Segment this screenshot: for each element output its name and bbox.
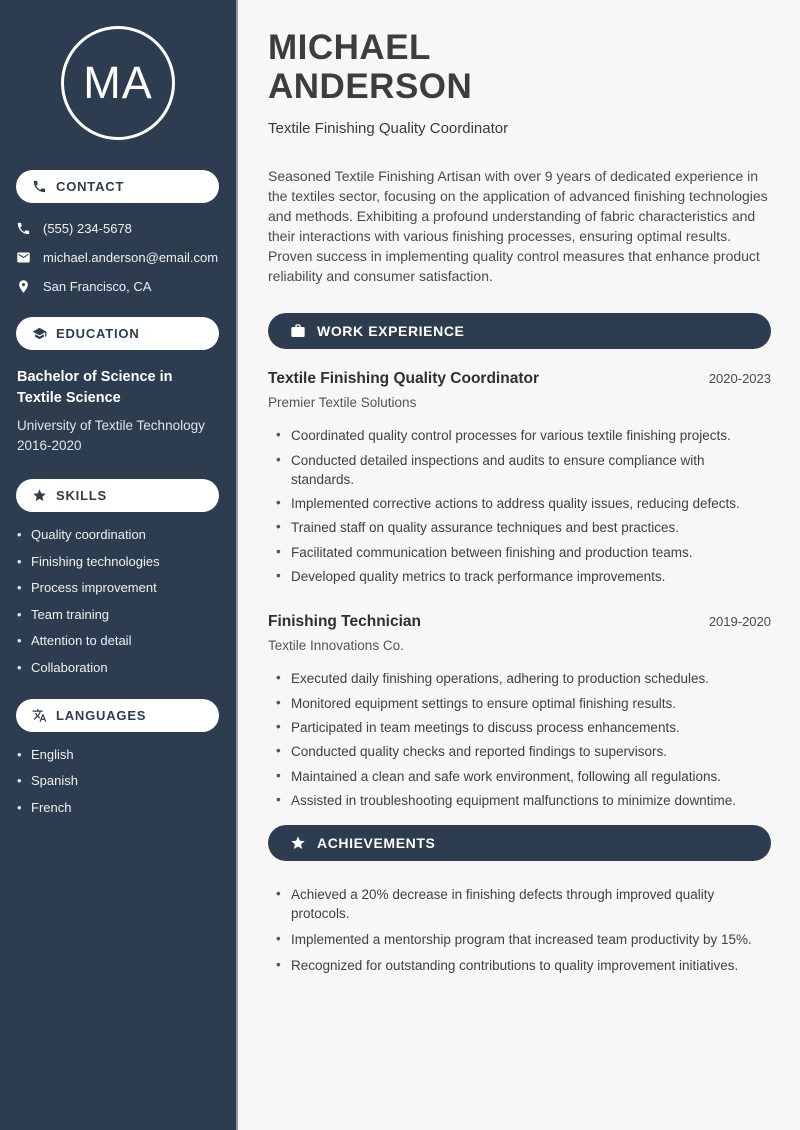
translate-icon (32, 708, 47, 723)
job-company: Premier Textile Solutions (268, 395, 417, 411)
avatar-initials: MA (83, 57, 153, 108)
work-experience-section-header (268, 313, 771, 349)
job-bullet: • Conducted quality checks and reported findings to supervisors. (274, 743, 771, 762)
contact-list (16, 219, 222, 295)
job-bullet: • Developed quality metrics to track performance improvements. (274, 568, 771, 587)
job-entry-1 (268, 370, 771, 587)
job-bullet: • Implemented corrective actions to address quality issues, reducing defects. (274, 495, 771, 514)
education-header-label: EDUCATION (56, 326, 140, 341)
achievements-list (268, 886, 771, 976)
star-icon (290, 835, 306, 851)
skills-section-header (16, 479, 219, 512)
contact-section-header (16, 170, 219, 203)
job-bullet: • Monitored equipment settings to ensure optimal finishing results. (274, 695, 771, 714)
avatar (61, 26, 175, 140)
envelope-icon (16, 250, 31, 265)
achievements-header-label: ACHIEVEMENTS (317, 834, 436, 851)
main-content (238, 0, 800, 1130)
language-item: • English (16, 747, 220, 762)
skill-item: • Finishing technologies (16, 554, 220, 569)
phone-icon (32, 179, 47, 194)
job-bullet: • Conducted detailed inspections and audits to ensure compliance with standards. (274, 452, 771, 490)
language-item: • French (16, 800, 220, 815)
skill-item: • Attention to detail (16, 633, 220, 648)
skill-item: • Process improvement (16, 580, 220, 595)
star-icon (32, 488, 47, 503)
skills-list (16, 527, 220, 675)
contact-location-row (16, 277, 222, 295)
person-name-line2: ANDERSON (268, 67, 473, 107)
person-name-line1: MICHAEL (268, 28, 431, 67)
phone-icon (16, 221, 31, 236)
job-bullet-list (268, 670, 771, 811)
graduation-cap-icon (32, 326, 47, 341)
education-section-header (16, 317, 219, 350)
languages-list (16, 747, 220, 815)
contact-email-value: michael.anderson@email.com (43, 249, 219, 265)
job-bullet: • Assisted in troubleshooting equipment malfunctions to minimize downtime. (274, 792, 771, 811)
education-years: 2016-2020 (17, 437, 82, 453)
job-dates: 2020-2023 (708, 371, 771, 387)
job-dates: 2019-2020 (708, 614, 771, 630)
education-degree: Bachelor of Science in Textile Science (17, 369, 173, 406)
job-bullet: • Facilitated communication between finishing and production teams. (274, 544, 771, 563)
job-header (268, 613, 771, 631)
map-pin-icon (16, 279, 31, 294)
skill-item: • Quality coordination (16, 527, 220, 542)
person-name (268, 28, 771, 106)
profile-summary: Seasoned Textile Finishing Artisan with over 9 years of dedicated experience in the textiles sector, focusing on the application of advanced finishing technologies and methods. Exhibiting a profound understanding of fabric characteristics and their interactions with various finishing processes, ensuring optimal results. Proven success in implementing quality control measures that enhance product reliability and consumer satisfaction. (268, 168, 768, 285)
contact-phone-value: (555) 234-5678 (43, 220, 132, 236)
job-bullet: • Executed daily finishing operations, adhering to production schedules. (274, 670, 771, 689)
person-job-title: Textile Finishing Quality Coordinator (268, 120, 509, 138)
job-entry-2 (268, 613, 771, 811)
languages-header-label: LANGUAGES (56, 707, 147, 723)
skill-item: • Team training (16, 607, 220, 622)
education-entry (17, 367, 219, 455)
job-bullet: • Maintained a clean and safe work environment, following all regulations. (274, 768, 771, 787)
language-item: • Spanish (16, 773, 220, 788)
job-bullet: • Coordinated quality control processes for various textile finishing projects. (274, 427, 771, 446)
achievement-bullet: • Achieved a 20% decrease in finishing defects through improved quality protocols. (274, 886, 771, 924)
sidebar (0, 0, 238, 1130)
briefcase-icon (290, 323, 306, 339)
job-company: Textile Innovations Co. (268, 638, 404, 654)
contact-header-label: CONTACT (56, 179, 125, 194)
job-bullet: • Participated in team meetings to discuss process enhancements. (274, 719, 771, 738)
work-experience-header-label: WORK EXPERIENCE (317, 323, 465, 340)
job-bullet-list (268, 427, 771, 587)
job-title: Finishing Technician (268, 613, 422, 631)
contact-phone-row (16, 219, 222, 237)
achievements-section-header (268, 825, 771, 861)
skill-item: • Collaboration (16, 660, 220, 675)
achievement-bullet: • Recognized for outstanding contributions to quality improvement initiatives. (274, 957, 771, 976)
skills-header-label: SKILLS (56, 488, 108, 504)
job-title: Textile Finishing Quality Coordinator (268, 370, 539, 388)
contact-location-value: San Francisco, CA (43, 278, 152, 294)
achievement-bullet: • Implemented a mentorship program that increased team productivity by 15%. (274, 931, 771, 950)
contact-email-row (16, 248, 222, 266)
languages-section-header (16, 699, 219, 732)
education-school: University of Textile Technology (17, 418, 205, 434)
job-bullet: • Trained staff on quality assurance techniques and best practices. (274, 519, 771, 538)
job-header (268, 370, 771, 388)
